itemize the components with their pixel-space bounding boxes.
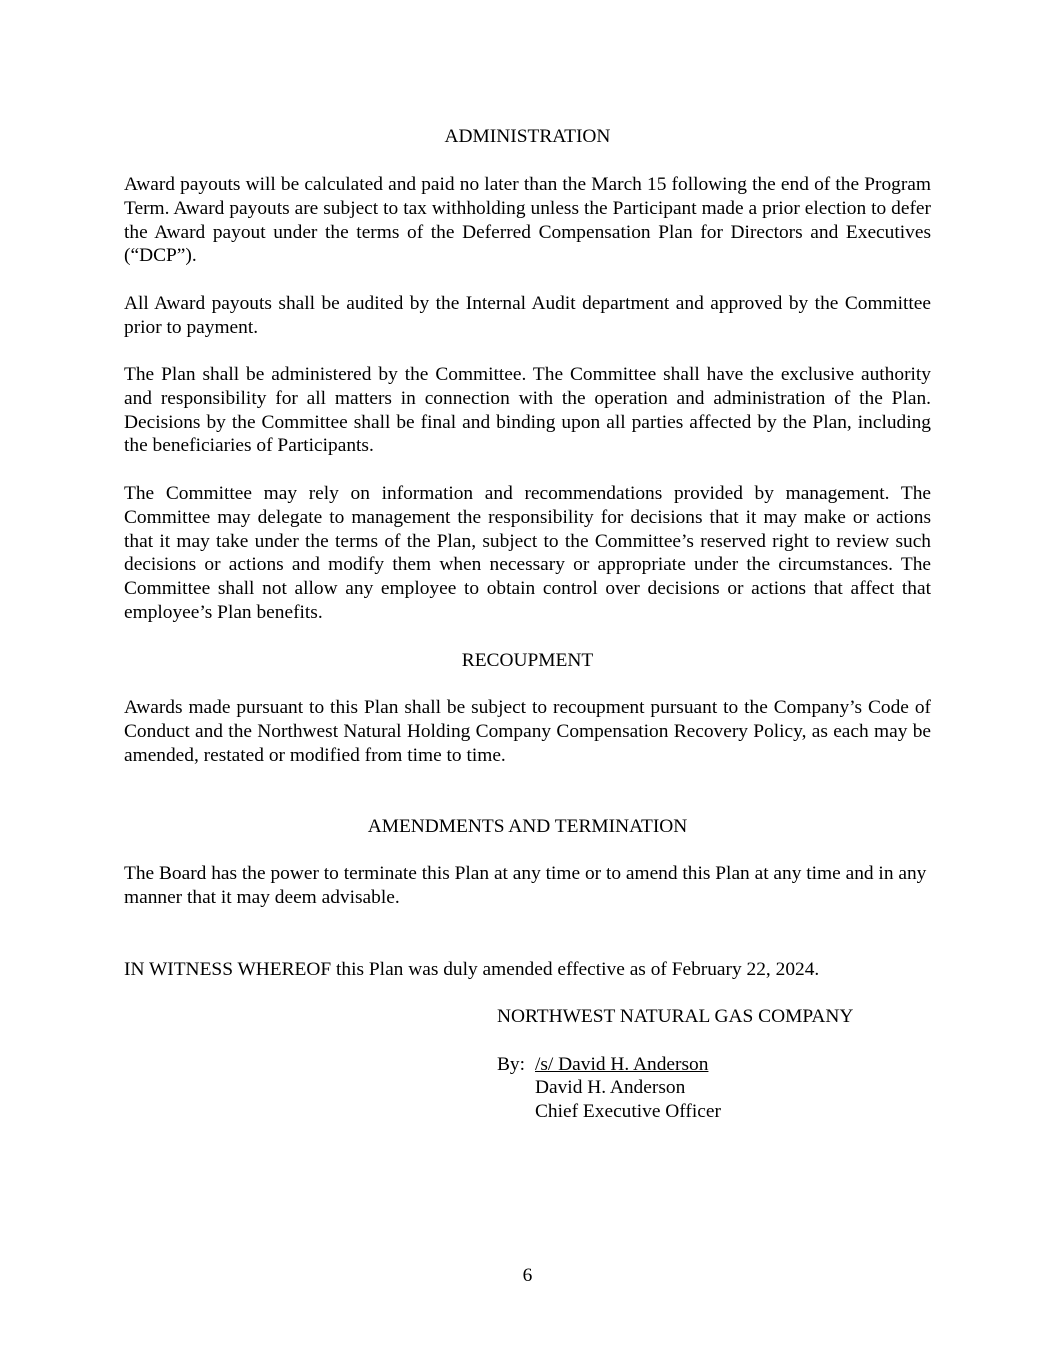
page-number: 6: [522, 1265, 533, 1286]
administration-paragraph-1: Award payouts will be calculated and paid no later than the March 15 following the end of the Program Term. Award payouts are subject to tax withholding unless the Participant made a prior election to defer the Award payout under the terms of the Deferred Compensation Plan for Directors and Executives (“DCP”).: [124, 174, 931, 267]
witness-statement: IN WITNESS WHEREOF this Plan was duly amended effective as of February 22, 2024.: [124, 959, 820, 980]
signature-spacer: [497, 1029, 937, 1053]
signer-title: Chief Executive Officer: [535, 1101, 721, 1123]
administration-paragraph-2: All Award payouts shall be audited by the Internal Audit department and approved by the Committee prior to payment.: [124, 293, 931, 338]
administration-paragraph-4: The Committee may rely on information and recommendations provided by management. The Committee may delegate to management the responsibility for decisions that it may make or actions that it may take under the terms of the Plan, subject to the Committee’s reserved right to review such decisions or actions and modify them when necessary or appropriate under the circumstances. The Committee shall not allow any employee to obtain control over decisions or actions that affect that employee’s Plan benefits.: [124, 483, 931, 623]
administration-heading: ADMINISTRATION: [444, 126, 611, 147]
signer-name-line: [497, 1076, 937, 1100]
amendments-paragraph: The Board has the power to terminate this Plan at any time or to amend this Plan at any time and in any manner that it may deem advisable.: [124, 863, 927, 908]
recoupment-paragraph: Awards made pursuant to this Plan shall be subject to recoupment pursuant to the Company’s Code of Conduct and the Northwest Natural Holding Company Compensation Recovery Policy, as each may be amended, restated or modified from time to time.: [124, 697, 931, 766]
by-label: By:: [497, 1053, 526, 1075]
signer-title-line: [497, 1100, 937, 1124]
signature: /s/ David H. Anderson: [535, 1053, 709, 1075]
signature-block: [497, 1005, 937, 1124]
signer-name: David H. Anderson: [535, 1077, 686, 1099]
administration-paragraph-3: The Plan shall be administered by the Committee. The Committee shall have the exclusive authority and responsibility for all matters in connection with the operation and administration of the Plan. Decisions by the Committee shall be final and binding upon all parties affected by the Plan, including the beneficiaries of Participants.: [124, 364, 931, 457]
company-name: NORTHWEST NATURAL GAS COMPANY: [497, 1006, 854, 1027]
amendments-heading: AMENDMENTS AND TERMINATION: [367, 816, 688, 837]
signature-line: [497, 1053, 937, 1077]
recoupment-heading: RECOUPMENT: [461, 650, 594, 671]
